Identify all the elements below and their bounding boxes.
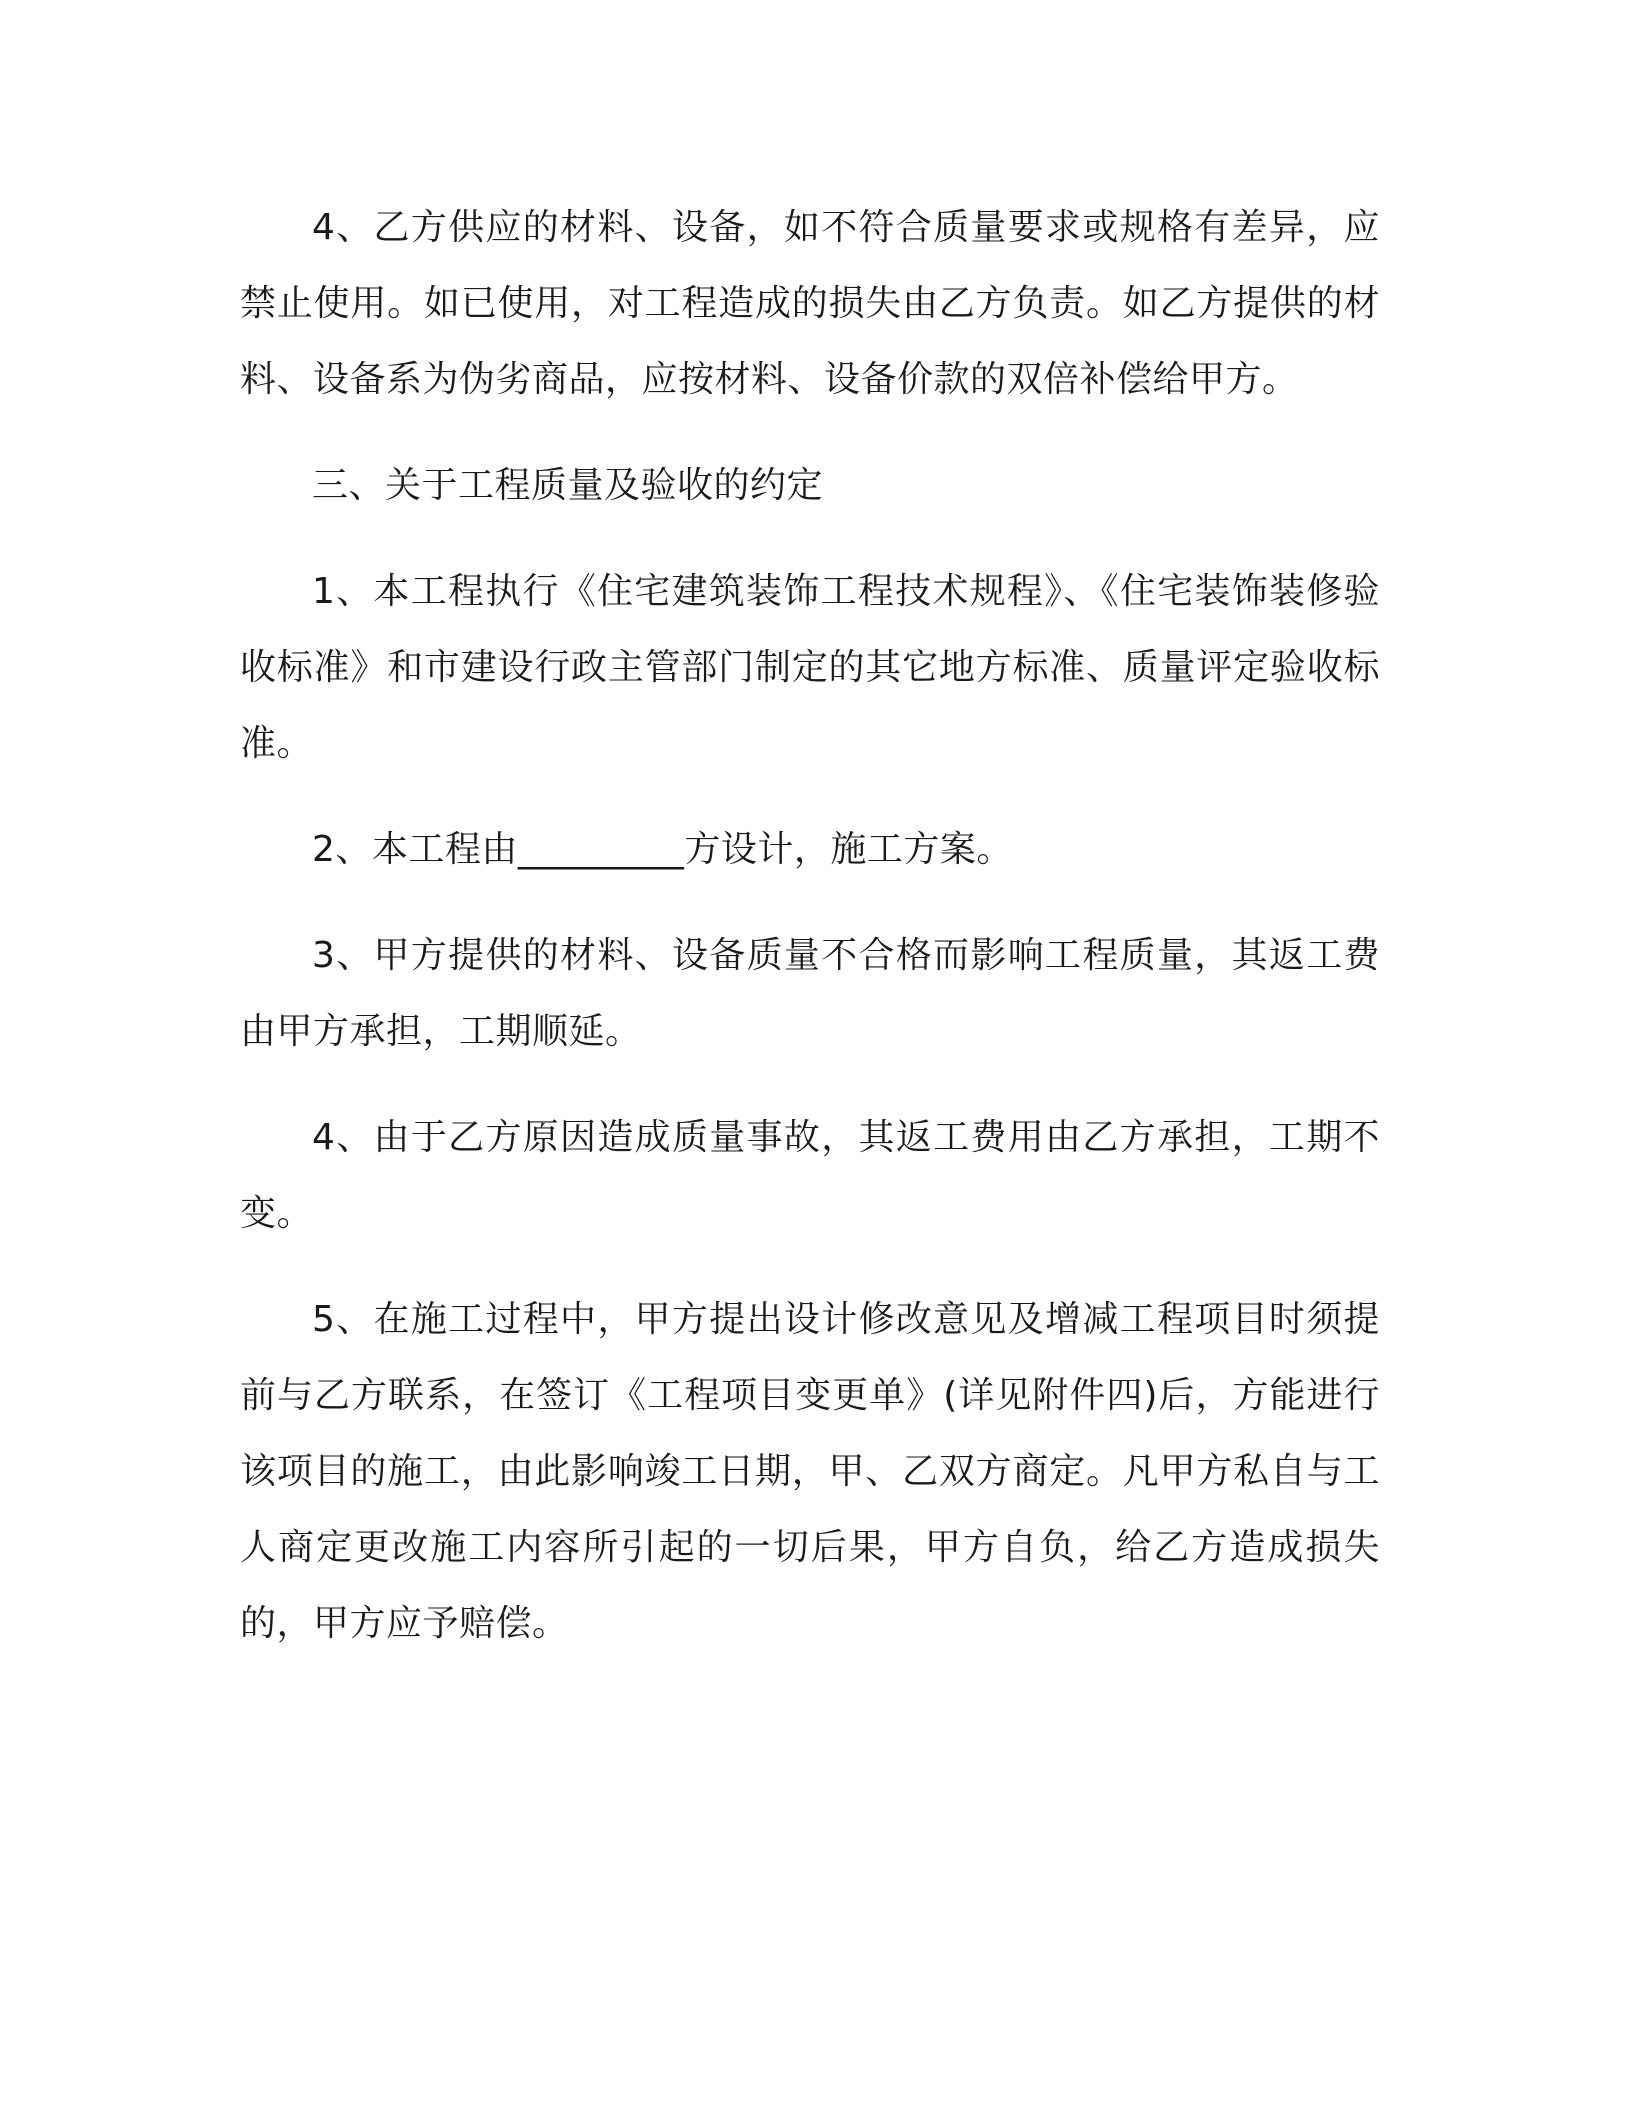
paragraph-design-change: 5、在施工过程中，甲方提出设计修改意见及增减工程项目时须提前与乙方联系，在签订《工程项目变更单》(详见附件四)后，方能进行该项目的施工，由此影响竣工日期，甲、乙双方商定。凡甲方私自与工人商定更改施工内容所引起的一切后果，甲方自负，给乙方造成损失的，甲方应予赔偿。	[240, 1299, 1380, 1644]
paragraph-party-b-quality-accident: 4、由于乙方原因造成质量事故，其返工费用由乙方承担，工期不变。	[240, 1117, 1380, 1234]
paragraph-material-responsibility: 4、乙方供应的材料、设备，如不符合质量要求或规格有差异，应禁止使用。如已使用，对工程造成的损失由乙方负责。如乙方提供的材料、设备系为伪劣商品，应按材料、设备价款的双倍补偿给甲方。	[240, 207, 1380, 400]
paragraph-design-party: 2、本工程由_________方设计，施工方案。	[312, 829, 1013, 870]
paragraph-party-a-material-defect: 3、甲方提供的材料、设备质量不合格而影响工程质量，其返工费由甲方承担，工期顺延。	[240, 935, 1380, 1052]
section-heading-quality-acceptance: 三、关于工程质量及验收的约定	[312, 465, 824, 506]
document-body	[240, 190, 1380, 1692]
paragraph-standards: 1、本工程执行《住宅建筑装饰工程技术规程》、《住宅装饰装修验收标准》和市建设行政主管部门制定的其它地方标准、质量评定验收标准。	[240, 571, 1380, 764]
